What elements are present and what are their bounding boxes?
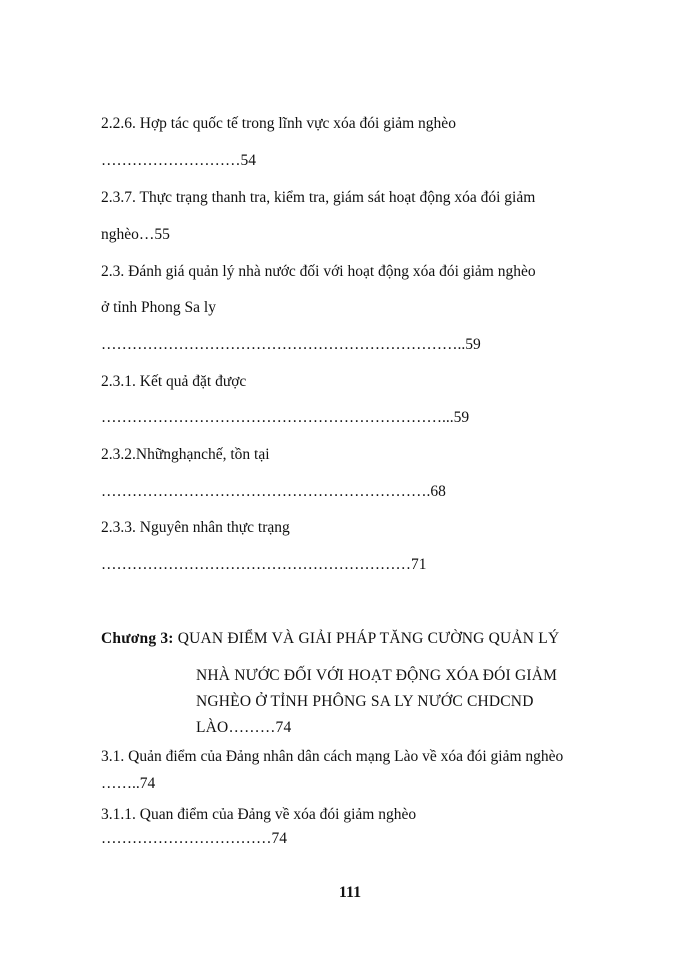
toc-continuation: nghèo…55 bbox=[101, 226, 170, 243]
toc-leader: ……………………………………………………………..59 bbox=[101, 336, 481, 353]
chapter-title-line-1: QUAN ĐIỂM VÀ GIẢI PHÁP TĂNG CƯỜNG QUẢN LÝ bbox=[177, 630, 560, 647]
toc-title: 2.2.6. Hợp tác quốc tế trong lĩnh vực xóa đói giảm nghèo bbox=[101, 115, 456, 132]
chapter-label: Chương 3: bbox=[101, 630, 174, 647]
toc-title: 2.3.2.Nhữnghạnchế, tồn tại bbox=[101, 446, 270, 463]
toc-leader: ……………………………………………………….68 bbox=[101, 483, 446, 500]
toc-title: 2.3. Đánh giá quản lý nhà nước đối với hoạt động xóa đói giảm nghèo bbox=[101, 263, 536, 280]
toc-leader: …………………………………………………………...59 bbox=[101, 409, 470, 426]
toc-leader: ……………………………74 bbox=[101, 830, 287, 847]
toc-title: 2.3.3. Nguyên nhân thực trạng bbox=[101, 519, 290, 536]
toc-leader: ………………………54 bbox=[101, 152, 256, 169]
chapter-title-line-3: NGHÈO Ở TỈNH PHÔNG SA LY NƯỚC CHDCND bbox=[196, 693, 534, 710]
toc-title: 2.3.1. Kết quả đặt được bbox=[101, 373, 247, 390]
chapter-title-line-2: NHÀ NƯỚC ĐỐI VỚI HOẠT ĐỘNG XÓA ĐÓI GIẢM bbox=[196, 667, 558, 684]
toc-title: 3.1.1. Quan điểm của Đảng về xóa đói giảm nghèo bbox=[101, 806, 417, 823]
chapter-title-line-4: LÀO………74 bbox=[196, 719, 292, 736]
page-number: 111 bbox=[338, 884, 362, 901]
toc-leader: ……………………………………………………71 bbox=[101, 556, 427, 573]
toc-continuation: ở tỉnh Phong Sa ly bbox=[101, 299, 216, 316]
toc-title: 2.3.7. Thực trạng thanh tra, kiểm tra, giám sát hoạt động xóa đói giảm bbox=[101, 189, 536, 206]
toc-title: 3.1. Quản điểm của Đảng nhân dân cách mạng Lào về xóa đói giảm nghèo bbox=[101, 748, 564, 765]
toc-continuation: ……..74 bbox=[101, 775, 156, 792]
